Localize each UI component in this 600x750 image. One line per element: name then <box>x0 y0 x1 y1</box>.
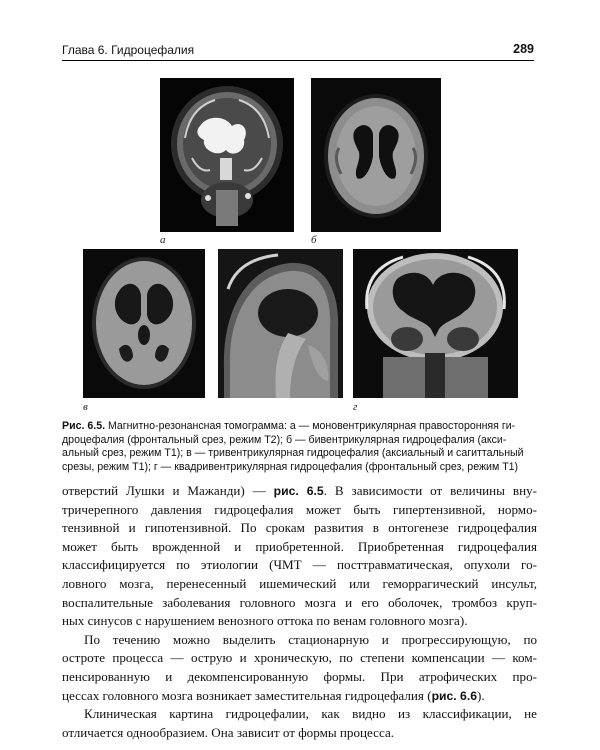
paragraph-1-line: ловного мозга, перенесенный ишемический или геморрагический инсульт, <box>62 575 537 591</box>
mri-image-a <box>160 78 294 232</box>
panel-label-v: в <box>83 401 88 413</box>
page-number: 289 <box>513 42 534 56</box>
caption-line: дроцефалия (фронтальный срез, режим Т2); б — бивентрикулярная гидроцефалия (акси- <box>62 433 507 446</box>
mri-coronal-t1-graphic <box>353 249 518 398</box>
panel-label-a: а <box>160 234 166 246</box>
mri-axial-t1-graphic <box>311 78 441 232</box>
mri-image-v-axial <box>83 249 205 398</box>
mri-axial-graphic <box>83 249 205 398</box>
figure-caption <box>62 420 537 474</box>
panel-label-b: б <box>311 234 317 246</box>
mri-image-g <box>353 249 518 398</box>
mri-coronal-t2-graphic <box>160 78 294 232</box>
mri-image-b <box>311 78 441 232</box>
figure-reference-6-6[interactable]: рис. 6.6 <box>431 688 477 703</box>
paragraph-1-line: тензивной и гипотензивной. По срокам развития в онтогенезе гидроцефалия <box>62 520 537 536</box>
paragraph-1-line: отверстий Лушки и Мажанди) — рис. 6.5. В зависимости от величины вну- <box>62 483 537 498</box>
figure-reference-6-5[interactable]: рис. 6.5 <box>273 484 324 498</box>
paragraph-1-line: воспалительные заболевания головного мозга и его оболочек, тромбоз круп- <box>62 594 537 610</box>
panel-label-g: г <box>353 401 358 413</box>
caption-line: срезы, режим Т1); г — квадривентрикулярная гидроцефалия (фронтальный срез, режим Т1) <box>62 460 519 473</box>
chapter-title: Глава 6. Гидроцефалия <box>62 43 195 57</box>
caption-line: Рис. 6.5. Магнитно-резонансная томограмма: а — моновентрикулярная правосторонняя ги- <box>62 420 516 432</box>
paragraph-3-line: отличается однообразием. Она зависит от формы процесса. <box>62 724 395 740</box>
paragraph-2-line: остроте процесса — острую и хроническую, по степени компенсации — ком- <box>62 650 537 666</box>
paragraph-1-line: тричерепного давления гидроцефалия может быть гипертензивной, нормо- <box>62 501 537 517</box>
paragraph-3-line: Клиническая картина гидроцефалии, как видно из классификации, не <box>84 706 537 722</box>
paragraph-2-line: По течению можно выделить стационарную и прогрессирующую, по <box>84 631 537 647</box>
caption-line: альный срез, режим Т1); в — тривентрикулярная гидроцефалия (аксиальный и сагиттальный <box>62 447 524 460</box>
paragraph-2-line: пенсированную и декомпенсированную формы. При атрофических про- <box>62 668 537 684</box>
running-header <box>62 42 534 61</box>
mri-sagittal-graphic <box>218 249 343 398</box>
paragraph-1-line: классифицируется по этиологии (ЧМТ — посттравматическая, опухоли го- <box>62 557 537 573</box>
paragraph-1-line: может быть врожденной и приобретенной. Приобретенная гидроцефалия <box>62 538 537 554</box>
paragraph-2-line: цессах головного мозга возникает заместительная гидроцефалия (рис. 6.6). <box>62 687 485 703</box>
mri-image-v-sagittal <box>218 249 343 398</box>
body-text <box>62 482 537 742</box>
caption-tag: Рис. 6.5. <box>62 420 106 432</box>
paragraph-1-line: ных синусов с нарушением венозного оттока по венам головного мозга). <box>62 613 468 629</box>
